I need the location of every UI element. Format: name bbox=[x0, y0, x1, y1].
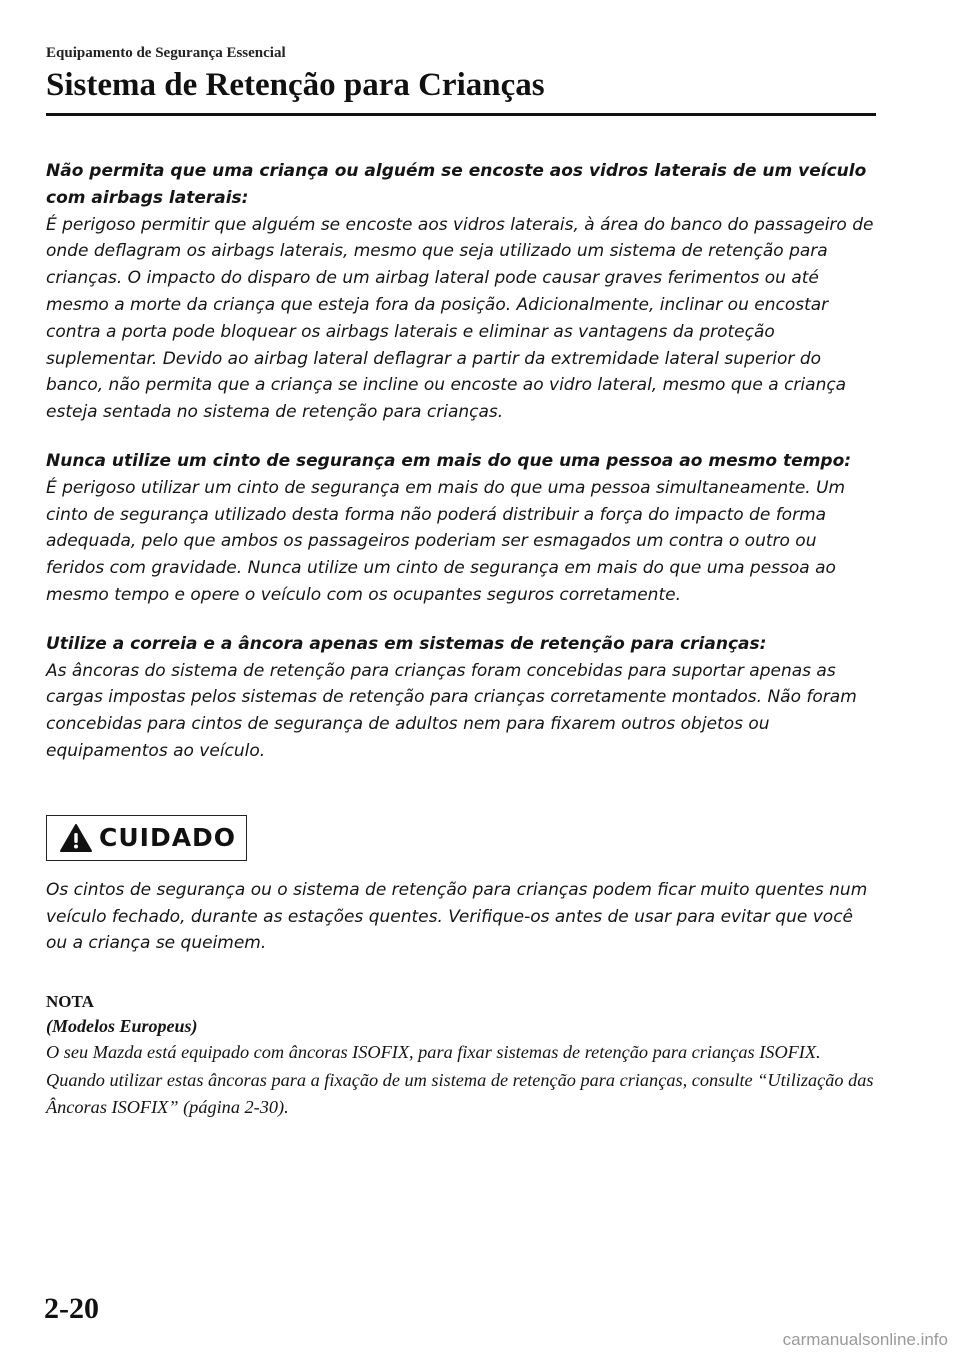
page-number: 2-20 bbox=[44, 1292, 99, 1325]
chapter-title: Sistema de Retenção para Crianças bbox=[46, 67, 545, 103]
warning-body: É perigoso utilizar um cinto de segurança em mais do que uma pessoa simultaneamente. Um cinto de segurança utilizado desta forma não poderá distribuir a força do impacto de forma adequada, pelo que ambos os passageiros poderiam ser esmagados um contra o outro ou feridos com gravidade. Nunca utilize um cinto de segurança em mais do que uma pessoa ao mesmo tempo e opere o veículo com os ocupantes seguros corretamente. bbox=[46, 477, 846, 605]
page-header bbox=[46, 44, 876, 116]
note-title: NOTA bbox=[46, 992, 94, 1012]
section-label: Equipamento de Segurança Essencial bbox=[46, 45, 286, 61]
warning-item bbox=[46, 158, 876, 426]
caution-label: CUIDADO bbox=[99, 823, 237, 853]
caution-text: Os cintos de segurança ou o sistema de retenção para crianças podem ficar muito quentes num veículo fechado, durante as estações quentes. Verifique-os antes de usar para evitar que você ou a criança se queimem. bbox=[46, 879, 868, 954]
warning-item bbox=[46, 448, 876, 609]
warning-triangle-icon bbox=[59, 823, 93, 853]
warning-body: É perigoso permitir que alguém se encoste aos vidros laterais, à área do banco do passageiro de onde deflagram os airbags laterais, mesmo que seja utilizado um sistema de retenção para crianças. O impacto do disparo de um airbag lateral pode causar graves ferimentos ou até mesmo a morte da criança que esteja fora da posição. Adicionalmente, inclinar ou encostar contra a porta pode bloquear os airbags laterais e eliminar as vantagens da proteção suplementar. Devido ao airbag lateral deflagrar a partir da extremidade lateral superior do banco, não permita que a criança se incline ou encoste ao vidro lateral, mesmo que a criança esteja sentada no sistema de retenção para crianças. bbox=[46, 214, 874, 423]
note-body: O seu Mazda está equipado com âncoras ISOFIX, para fixar sistemas de retenção para crianças ISOFIX. Quando utilizar estas âncoras para a fixação de um sistema de retenção para crianças, consulte “Utilização das Âncoras ISOFIX” (página 2-30). bbox=[46, 1042, 874, 1118]
watermark: carmanualsonline.info bbox=[782, 1330, 948, 1349]
warning-heading: Utilize a correia e a âncora apenas em sistemas de retenção para crianças: bbox=[46, 633, 767, 654]
warning-body: As âncoras do sistema de retenção para crianças foram concebidas para suportar apenas as cargas impostas pelos sistemas de retenção para crianças corretamente montados. Não foram concebidas para cintos de segurança de adultos nem para fixarem outros objetos ou equipamentos ao veículo. bbox=[46, 660, 857, 761]
note-section bbox=[46, 989, 876, 1122]
caution-badge bbox=[46, 815, 247, 861]
page-content bbox=[46, 158, 876, 1122]
warning-heading: Nunca utilize um cinto de segurança em mais do que uma pessoa ao mesmo tempo: bbox=[46, 450, 852, 471]
warning-heading: Não permita que uma criança ou alguém se encoste aos vidros laterais de um veículo com airbags laterais: bbox=[46, 161, 867, 208]
warning-item bbox=[46, 631, 876, 765]
header-divider bbox=[46, 113, 876, 116]
note-subtitle: (Modelos Europeus) bbox=[46, 1016, 198, 1037]
